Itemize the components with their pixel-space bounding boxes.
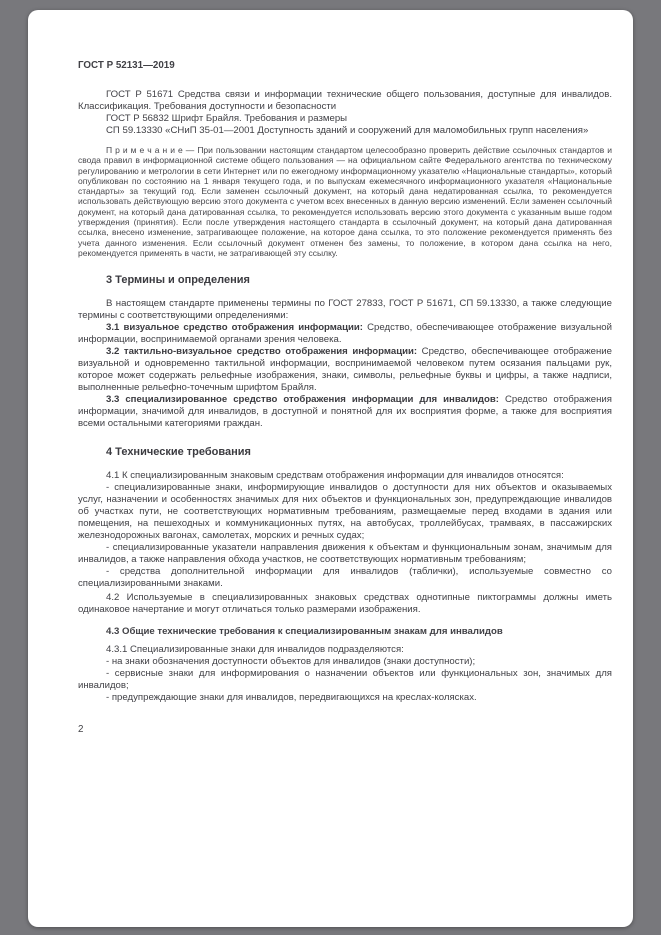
section-3-intro: В настоящем стандарте применены термины по ГОСТ 27833, ГОСТ Р 51671, СП 59.13330, а также следующие термины с соответствующими определениями: (78, 298, 612, 322)
list-item-service-signs: - сервисные знаки для информирования о назначении объектов или функциональных зон, значимых для инвалидов; (78, 668, 612, 692)
term-3-2-definition: Средство, обеспечивающее отображение визуальной и одновременно тактильной информации, воспринимаемой человеком путем осязания пальцами рук, которое может содержать рельефные изображения, знаки, символы, рельефные буквы и цифры, а также надписи, выполненные рельефно-точечным шрифтом Брайля. (78, 346, 612, 394)
paragraph-4-3-1: 4.3.1 Специализированные знаки для инвалидов подразделяются: (106, 644, 404, 656)
list-item-plaques: - средства дополнительной информации для инвалидов (таблички), используемые совместно со специализированными знаками. (78, 566, 612, 590)
term-3-3 (78, 394, 612, 430)
reference-sp-59: СП 59.13330 «СНиП 35-01—2001 Доступность зданий и сооружений для маломобильных групп населения» (106, 125, 589, 136)
list-item-accessibility-signs: - на знаки обозначения доступности объектов для инвалидов (знаки доступности); (106, 656, 476, 668)
page-number: 2 (78, 724, 84, 736)
paragraph-4-2: 4.2 Используемые в специализированных знаковых средствах однотипные пиктограммы должны иметь одинаковое начертание и могут отличаться только размерами изображения. (78, 592, 612, 616)
list-item-signs: - специализированные знаки, информирующие инвалидов о доступности для них объектов и оказываемых услуг, назначении и особенностях значимых для них объектов и функциональных зон, предупреждающие инвалидов об участках пути, не соответствующих нормативным требованиям, размещаемые перед входами в здания или помещения, на пешеходных и коммуникационных путях, на автобусах, троллейбусах, трамваях, в пассажирских железнодорожных вагонах, самолетах, морских и речных судах; (78, 482, 612, 542)
term-3-3-definition: Средство отображения информации, значимой для инвалидов, в доступной и понятной для их восприятия форме, а также для восприятия всеми остальными категориями граждан. (78, 394, 612, 430)
term-3-1-definition: Средство, обеспечивающее отображение визуальной информации, воспринимаемой органами зрения человека. (78, 322, 612, 346)
list-item-warning-signs: - предупреждающие знаки для инвалидов, передвигающихся на креслах-колясках. (106, 692, 477, 704)
reference-gost-56832: ГОСТ Р 56832 Шрифт Брайля. Требования и размеры (106, 113, 348, 124)
term-3-3-label: 3.3 специализированное средство отображения информации для инвалидов: (106, 394, 499, 406)
term-3-1-label: 3.1 визуальное средство отображения информации: (106, 322, 363, 334)
list-item-pointers: - специализированные указатели направления движения к объектам и функциональным зонам, значимым для инвалидов, а также направления обхода участков, не соответствующих нормативным требованиям; (78, 542, 612, 566)
note-label: П р и м е ч а н и е — (106, 145, 198, 155)
paragraph-4-1: 4.1 К специализированным знаковым средствам отображения информации для инвалидов относятся: (106, 470, 564, 482)
note-paragraph (78, 145, 612, 258)
subsection-4-3-title: 4.3 Общие технические требования к специализированным знакам для инвалидов (106, 626, 503, 638)
note-text: При пользовании настоящим стандартом целесообразно проверить действие ссылочных стандартов и свода правил в информационной системе общего пользования — на официальном сайте Федерального агентства по техническому регулированию и метрологии в сети Интернет или по ежегодному информационному указателю «Национальные стандарты», который опубликован по состоянию на 1 января текущего года, и по выпускам ежемесячного информационного указателя «Национальные стандарты» за текущий год. Если заменен ссылочный документ, на который дана недатированная ссылка, то рекомендуется использовать действующую версию этого документа с учетом всех внесенных в данную версию изменений. Если заменен ссылочный документ, на который дана датированная ссылка, то рекомендуется использовать версию этого документа с указанным выше годом утверждения (принятия). Если после утверждения настоящего стандарта в ссылочный документ, на который дана датированная ссылка, внесено изменение, затрагивающее положение, на которое дана ссылка, то это положение рекомендуется применять без учета данного изменения. Если ссылочный документ отменен без замены, то положение, в котором дана ссылка на него, рекомендуется применять в части, не затрагивающей эту ссылку. (78, 145, 612, 258)
term-3-1 (78, 322, 612, 346)
term-3-2-label: 3.2 тактильно-визуальное средство отображения информации: (106, 346, 418, 358)
section-3-title: 3 Термины и определения (106, 274, 250, 287)
reference-gost-51671: ГОСТ Р 51671 Средства связи и информации технические общего пользования, доступные для инвалидов. Классификация. Требования доступности и безопасности (78, 89, 612, 112)
section-4-title: 4 Технические требования (106, 446, 251, 459)
document-header: ГОСТ Р 52131—2019 (78, 60, 175, 71)
term-3-2 (78, 346, 612, 394)
document-page (28, 10, 633, 927)
